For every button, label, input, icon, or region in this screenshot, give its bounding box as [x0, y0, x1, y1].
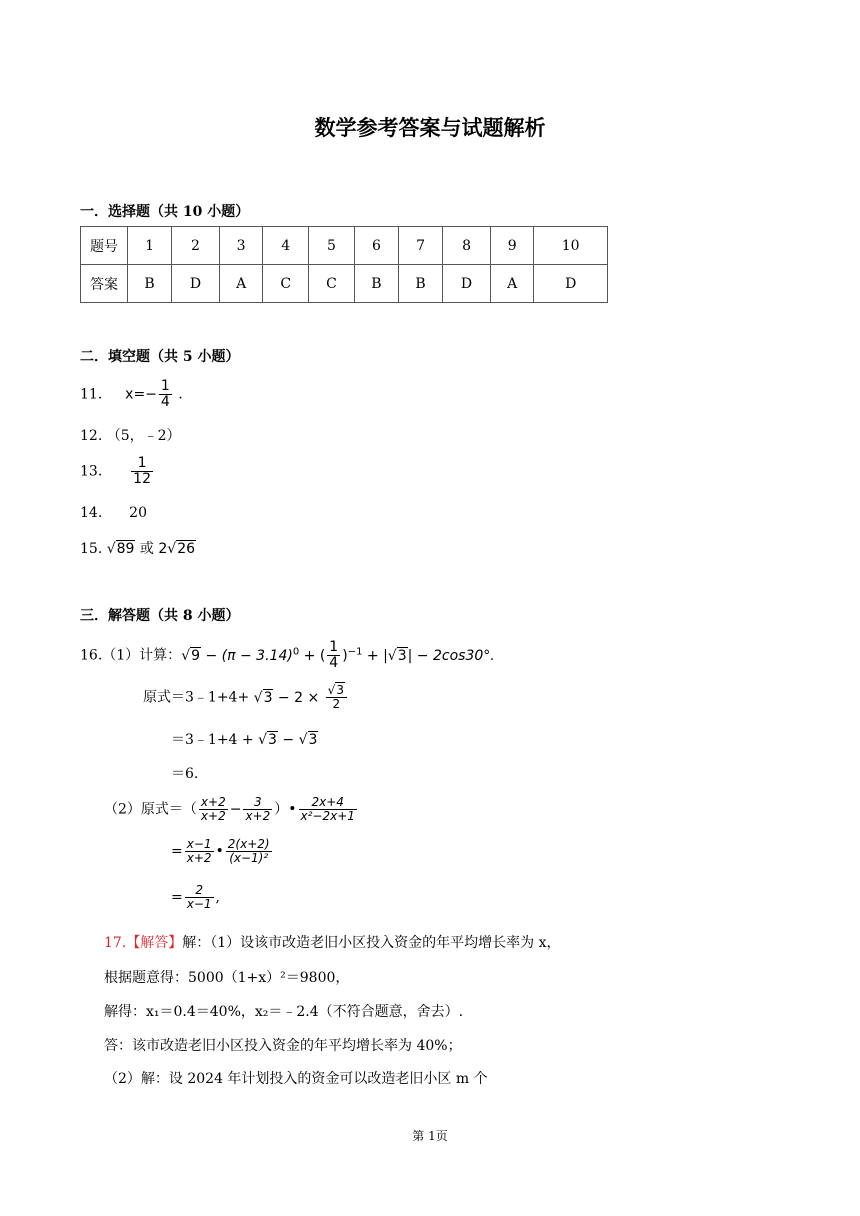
- denominator: x²−2x+1: [300, 809, 355, 823]
- section-heading-fill: 二．填空题（共 5 小题）: [80, 349, 240, 365]
- expr-part: − (π − 3.14): [201, 647, 293, 664]
- radicand: 26: [177, 541, 196, 557]
- table-cell: 6: [354, 227, 398, 265]
- fraction: [299, 796, 357, 823]
- denominator: x+2: [200, 809, 226, 823]
- numerator: x+2: [200, 795, 226, 809]
- table-cell: 2: [172, 227, 220, 265]
- numerator: 2(x+2): [227, 837, 270, 851]
- solution-line: [171, 884, 220, 911]
- question-label: （1）计算：: [102, 647, 182, 664]
- fraction: $\frac{√3}{2}$: [326, 684, 347, 711]
- answer-text: .: [178, 386, 183, 403]
- expr-part: •: [215, 843, 224, 860]
- question-number: 12.: [80, 428, 103, 444]
- radicand: 9: [191, 647, 201, 664]
- exponent: −1: [347, 645, 363, 657]
- expr-part: −: [277, 732, 299, 748]
- denominator: (x−1)²: [229, 851, 269, 865]
- expr-part: ＝3﹣1+4 +: [171, 732, 259, 748]
- solution-line: ＝3﹣1+4 + √3 − √3: [171, 732, 318, 748]
- table-row: [81, 265, 608, 303]
- numerator: 3: [243, 796, 272, 810]
- expr-part: + (: [299, 647, 326, 664]
- question-label: （2）原式＝（: [104, 801, 197, 818]
- table-row: [81, 227, 608, 265]
- coefficient: 2: [158, 541, 168, 557]
- answer-table: [80, 226, 608, 303]
- expr-part: −: [229, 801, 242, 818]
- section-heading-choice: 一．选择题（共 10 小题）: [80, 204, 250, 220]
- denominator: x−1: [186, 897, 212, 911]
- numerator: x−1: [186, 837, 212, 851]
- solution-text: 解：（1）设该市改造老旧小区投入资金的年平均增长率为 x，: [182, 935, 561, 951]
- table-cell: B: [399, 265, 443, 303]
- numerator: 2: [185, 884, 214, 898]
- answer-11: [80, 379, 183, 410]
- table-cell: 5: [309, 227, 355, 265]
- expr-part: ): [342, 647, 348, 664]
- answer-text: 20: [129, 505, 147, 521]
- page-number: 第 1页: [412, 1129, 448, 1143]
- question-17-line: [104, 932, 561, 952]
- fraction: [131, 456, 153, 487]
- table-cell: 答案: [81, 265, 128, 303]
- table-cell: A: [219, 265, 262, 303]
- table-cell: 8: [443, 227, 491, 265]
- solution-line: [171, 838, 274, 865]
- exponent: 0: [292, 645, 300, 657]
- table-cell: D: [534, 265, 608, 303]
- answer-13: [80, 456, 155, 487]
- table-cell: B: [128, 265, 172, 303]
- expr-part: 原式＝3﹣1+4+: [143, 689, 254, 706]
- denominator: 2: [332, 697, 341, 711]
- fraction: [243, 796, 272, 823]
- fraction: [185, 838, 214, 865]
- radicand: 3: [397, 647, 407, 664]
- expr-part: ,: [215, 889, 220, 906]
- question-17-line: 解得：x₁＝0.4＝40%，x₂＝﹣2.4（不符合题意，舍去）.: [104, 1004, 464, 1020]
- expr-part: =: [171, 843, 183, 860]
- radicand: 3: [308, 732, 318, 748]
- question-number: 14.: [80, 505, 103, 521]
- denominator: 4: [329, 655, 339, 671]
- denominator: 12: [133, 471, 151, 487]
- answer-tag: 17.【解答】: [104, 935, 183, 951]
- table-cell: 4: [263, 227, 309, 265]
- numerator: 1: [131, 456, 153, 472]
- numerator: 1: [160, 378, 170, 394]
- numerator: 2x+4: [299, 796, 357, 810]
- table-cell: 题号: [81, 227, 128, 265]
- expr-part: ）•: [274, 801, 297, 818]
- table-cell: 10: [534, 227, 608, 265]
- table-cell: C: [309, 265, 355, 303]
- table-cell: 1: [128, 227, 172, 265]
- answer-text: x=−: [125, 386, 157, 403]
- expr-part: =: [171, 889, 183, 906]
- table-cell: D: [443, 265, 491, 303]
- section-heading-solve: 三．解答题（共 8 小题）: [80, 608, 240, 624]
- page-title: 数学参考答案与试题解析: [314, 115, 546, 140]
- answer-14: [80, 505, 147, 521]
- table-cell: B: [354, 265, 398, 303]
- answer-15: 15. √89 或 2√26: [80, 541, 196, 557]
- fraction: [327, 640, 340, 671]
- solution-line: 原式＝3﹣1+4+ √3 − 2 × $\frac{√3}{2}$: [143, 684, 349, 711]
- radicand: 3: [263, 689, 273, 706]
- fraction: [199, 796, 228, 823]
- table-cell: 9: [490, 227, 533, 265]
- radicand: 89: [116, 541, 135, 557]
- question-number: 13.: [80, 463, 103, 480]
- answer-text: 或: [139, 541, 154, 557]
- table-cell: A: [490, 265, 533, 303]
- question-16-part2: [104, 796, 359, 823]
- fraction: [159, 379, 172, 410]
- expr-part: | − 2cos30°.: [407, 647, 495, 664]
- expr-part: + |: [362, 647, 388, 664]
- expr-part: − 2 ×: [273, 689, 324, 706]
- question-17-line: （2）解：设 2024 年计划投入的资金可以改造老旧小区 m 个: [104, 1071, 488, 1087]
- table-cell: 7: [399, 227, 443, 265]
- answer-12: [80, 425, 181, 445]
- question-number: 16.: [80, 647, 103, 664]
- numerator: 3: [336, 683, 344, 697]
- question-16-part1: 16.（1）计算：$√9 - (\pi - 3.14)^0$ + ( $\frac{1}{4}$ )$^{-1}$ + |√3| − 2cos30°.: [80, 639, 495, 671]
- table-cell: 3: [219, 227, 262, 265]
- fraction: [226, 838, 272, 865]
- question-17-line: 根据题意得：5000（1+x）²＝9800，: [104, 970, 350, 986]
- denominator: x+2: [186, 851, 212, 865]
- solution-line: ＝6.: [171, 766, 199, 782]
- question-number: 15.: [80, 541, 103, 557]
- radicand: 3: [268, 732, 277, 748]
- table-cell: D: [172, 265, 220, 303]
- answer-text: （5，﹣2）: [106, 428, 181, 444]
- fraction: [185, 884, 214, 911]
- question-17-line: 答：该市改造老旧小区投入资金的年平均增长率为 40%；: [104, 1038, 462, 1054]
- question-number: 11.: [80, 386, 103, 403]
- numerator: 1: [329, 639, 339, 655]
- denominator: x+2: [245, 809, 271, 823]
- denominator: 4: [160, 394, 170, 410]
- table-cell: C: [263, 265, 309, 303]
